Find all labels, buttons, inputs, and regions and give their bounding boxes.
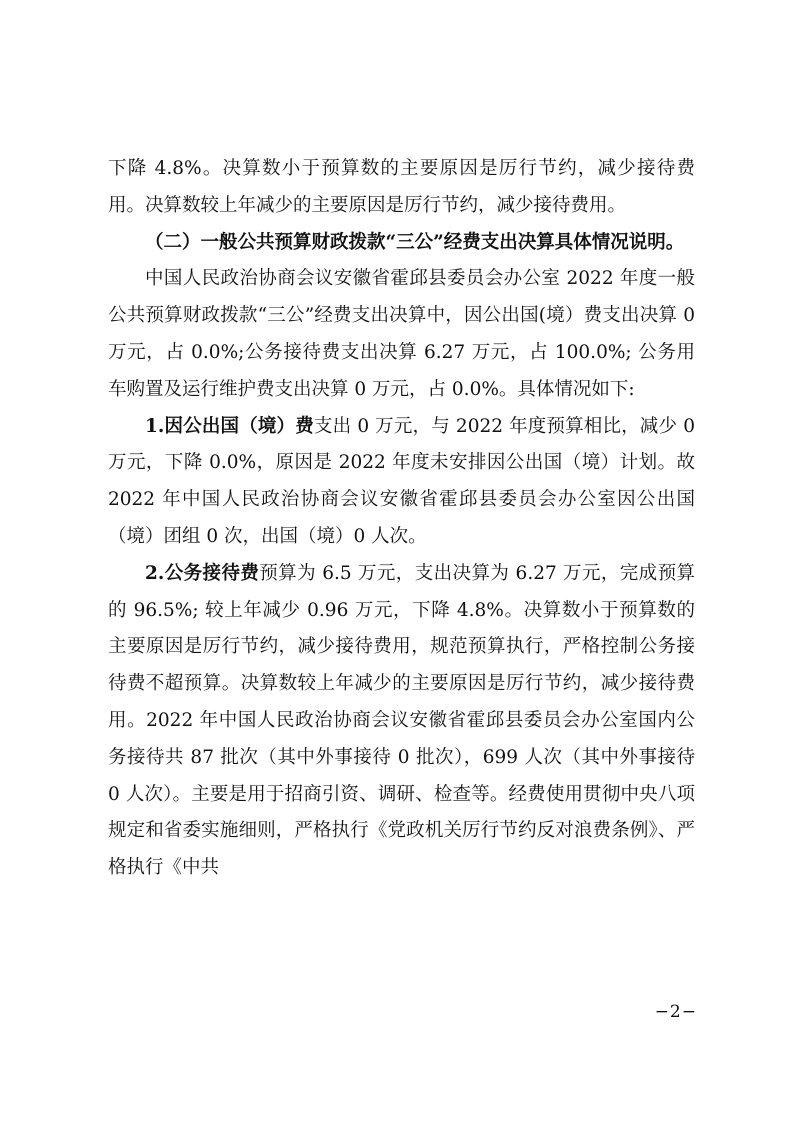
paragraph-reception-summary: 下降 4.8%。决算数小于预算数的主要原因是厉行节约，减少接待费用。决算数较上年减少的主要原因是厉行节约，减少接待费用。	[108, 158, 695, 216]
body-text	[108, 151, 695, 887]
section-heading: （二）一般公共预算财政拨款“三公”经费支出决算具体情况说明。	[145, 231, 685, 253]
item-title-overseas-travel: 1.因公出国（境）费	[145, 415, 314, 437]
paragraph-overseas-travel	[108, 409, 695, 556]
paragraph-official-reception	[108, 556, 695, 887]
paragraph-three-public-summary: 中国人民政治协商会议安徽省霍邱县委员会办公室 2022 年度一般公共预算财政拨款“三公”经费支出决算中，因公出国(境）费支出决算 0 万元，占 0.0%;公务接待费支出决算 6.27 万元，占 100.0%; 公务用车购置及运行维护费支出决算 0 万元，占 0.0%。具体情况如下:	[108, 268, 695, 400]
item-text-official-reception: 预算为 6.5 万元，支出决算为 6.27 万元，完成预算的 96.5%; 较上年减少 0.96 万元，下降 4.8%。决算数小于预算数的主要原因是厉行节约，减少接待费用，规范预算执行，严格控制公务接待费不超预算。决算数较上年减少的主要原因是厉行节约，减少接待费用。2022 年中国人民政治协商会议安徽省霍邱县委员会办公室国内公务接待共 87 批次（其中外事接待 0 批次），699 人次（其中外事接待 0 人次）。主要是用于招商引资、调研、检查等。经费使用贯彻中央八项规定和省委实施细则，严格执行《党政机关厉行节约反对浪费条例》、严格执行《中共	[108, 562, 695, 879]
item-text-overseas-travel: 支出 0 万元，与 2022 年度预算相比，减少 0 万元，下降 0.0%，原因是 2022 年度未安排因公出国（境）计划。故 2022 年中国人民政治协商会议安徽省霍邱县委员会办公室因公出国（境）团组 0 次，出国（境）0 人次。	[108, 415, 695, 547]
page-number: −2−	[654, 1002, 697, 1022]
item-title-official-reception: 2.公务接待费	[145, 562, 260, 584]
